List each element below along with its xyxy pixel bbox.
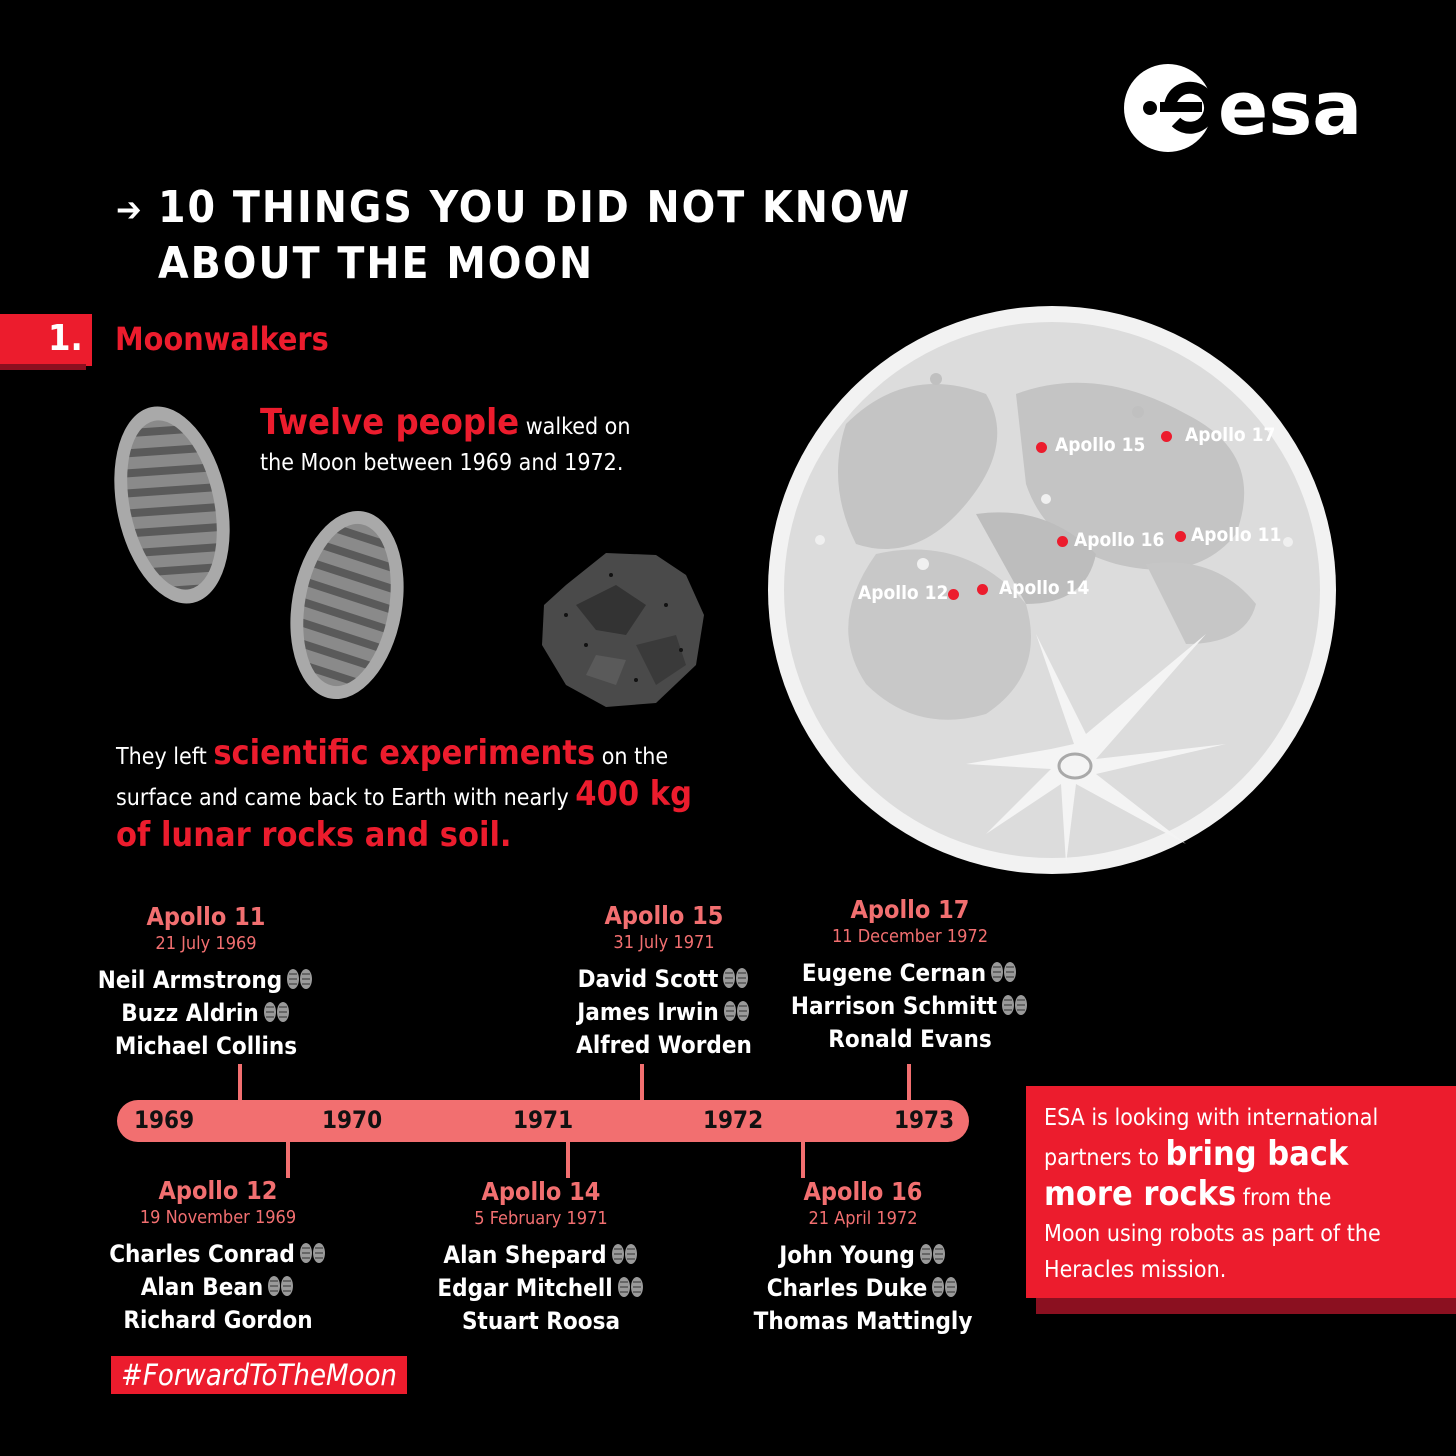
site-dot-apollo-14 (977, 584, 988, 595)
site-label-apollo-11: Apollo 11 (1191, 524, 1282, 546)
crew-name: Alfred Worden (576, 1031, 752, 1059)
crew-member (76, 997, 336, 1030)
year-1970: 1970 (322, 1106, 383, 1134)
mission-name: Apollo 15 (604, 901, 724, 930)
boots-icon (615, 1275, 645, 1299)
crew-member (411, 1239, 671, 1272)
site-dot-apollo-16 (1057, 536, 1068, 547)
crew-member (780, 957, 1040, 990)
tick-apollo-17 (907, 1064, 911, 1102)
para-part-1: They left (116, 744, 207, 770)
mission-name: Apollo 11 (146, 902, 266, 931)
logo-text: esa (1218, 66, 1363, 152)
experiments-paragraph (116, 735, 716, 858)
crew-name: Alan Shepard (443, 1241, 607, 1269)
esa-highlight-1: bring back (1165, 1134, 1349, 1174)
esa-info-text (1044, 1100, 1444, 1288)
crew-name: Eugene Cernan (801, 959, 987, 987)
boots-icon (609, 1242, 639, 1266)
tick-apollo-12 (286, 1140, 290, 1178)
site-dot-apollo-12 (948, 589, 959, 600)
crew-name: Neil Armstrong (97, 966, 283, 994)
boots-icon (720, 966, 750, 990)
crew-member (780, 1023, 1040, 1056)
crew-name: Alan Bean (140, 1273, 264, 1301)
page-title (158, 180, 911, 292)
crew-name: John Young (779, 1241, 915, 1269)
para-part-3: surface and came back to Earth with nearly (116, 785, 569, 811)
mission-date: 11 December 1972 (831, 926, 989, 947)
crew-member (88, 1271, 348, 1304)
tick-apollo-14 (566, 1140, 570, 1178)
crew-member (733, 1239, 993, 1272)
crew-member (733, 1305, 993, 1338)
mission-apollo-17 (780, 895, 1040, 1056)
crew-name: Richard Gordon (123, 1306, 313, 1334)
crew-member (76, 964, 336, 997)
para-highlight-3: of lunar rocks and soil. (116, 815, 512, 855)
crew-member (88, 1304, 348, 1337)
crew-name: Charles Duke (766, 1274, 928, 1302)
boots-icon (265, 1274, 295, 1298)
mission-name: Apollo 17 (850, 895, 970, 924)
boots-icon (988, 960, 1018, 984)
site-label-apollo-14: Apollo 14 (999, 577, 1090, 599)
site-dot-apollo-17 (1161, 431, 1172, 442)
year-1973: 1973 (894, 1106, 955, 1134)
crew-name: Thomas Mattingly (753, 1307, 973, 1335)
crew-member (780, 990, 1040, 1023)
crew-name: Charles Conrad (109, 1240, 295, 1268)
title-arrow-icon: ➔ (116, 190, 142, 230)
esa-logo (1120, 62, 1380, 162)
site-label-apollo-17: Apollo 17 (1185, 424, 1276, 446)
boots-icon (297, 1241, 327, 1265)
crew-member (411, 1272, 671, 1305)
crew-member (534, 1029, 794, 1062)
mission-date: 31 July 1971 (613, 932, 715, 953)
crew-member (411, 1305, 671, 1338)
boots-icon (929, 1275, 959, 1299)
tick-apollo-11 (238, 1064, 242, 1102)
year-1971: 1971 (513, 1106, 574, 1134)
crew-name: Stuart Roosa (461, 1307, 621, 1335)
intro-rest-2: the Moon between 1969 and 1972. (260, 450, 624, 476)
mission-date: 21 July 1969 (155, 933, 257, 954)
mission-date: 21 April 1972 (808, 1208, 918, 1229)
mission-date: 19 November 1969 (139, 1207, 297, 1228)
lunar-rock-icon (536, 545, 708, 713)
mission-name: Apollo 16 (803, 1177, 923, 1206)
mission-apollo-16 (733, 1177, 993, 1338)
title-line-2: ABOUT THE MOON (158, 238, 595, 289)
hashtag-badge[interactable]: #ForwardToTheMoon (111, 1356, 407, 1394)
site-dot-apollo-15 (1036, 442, 1047, 453)
boots-icon (284, 967, 314, 991)
year-1972: 1972 (703, 1106, 764, 1134)
mission-apollo-11 (76, 902, 336, 1063)
mission-apollo-14 (411, 1177, 671, 1338)
intro-text (260, 402, 680, 481)
intro-rest-1: walked on (525, 414, 631, 440)
para-part-2: on the (601, 744, 669, 770)
site-label-apollo-16: Apollo 16 (1074, 529, 1165, 551)
intro-highlight: Twelve people (260, 402, 520, 443)
esa-part-2: partners to (1044, 1145, 1159, 1171)
crew-member (76, 1030, 336, 1063)
mission-apollo-15 (534, 901, 794, 1062)
esa-part-4: Moon using robots as part of the (1044, 1221, 1381, 1247)
site-dot-apollo-11 (1175, 531, 1186, 542)
boots-icon (999, 993, 1029, 1017)
para-highlight-1: scientific experiments (213, 733, 596, 773)
crew-member (88, 1238, 348, 1271)
title-line-1: 10 THINGS YOU DID NOT KNOW (158, 182, 912, 233)
para-highlight-2: 400 kg (575, 774, 693, 814)
crew-name: Harrison Schmitt (790, 992, 998, 1020)
mission-date: 5 February 1971 (474, 1208, 608, 1229)
crew-member (534, 996, 794, 1029)
esa-part-3: from the (1242, 1185, 1332, 1211)
boots-icon (721, 999, 751, 1023)
tick-apollo-15 (640, 1064, 644, 1102)
crew-name: Edgar Mitchell (437, 1274, 613, 1302)
mission-apollo-12 (88, 1176, 348, 1337)
crew-name: James Irwin (577, 998, 719, 1026)
section-number: 1. (48, 318, 83, 359)
year-1969: 1969 (134, 1106, 195, 1134)
mission-name: Apollo 12 (158, 1176, 278, 1205)
site-label-apollo-15: Apollo 15 (1055, 434, 1146, 456)
crew-name: Ronald Evans (828, 1025, 992, 1053)
boots-icon (917, 1242, 947, 1266)
esa-highlight-2: more rocks (1044, 1174, 1237, 1214)
crew-name: David Scott (577, 965, 719, 993)
site-label-apollo-12: Apollo 12 (858, 582, 949, 604)
crew-name: Buzz Aldrin (121, 999, 259, 1027)
crew-name: Michael Collins (114, 1032, 298, 1060)
crew-member (733, 1272, 993, 1305)
section-title: Moonwalkers (115, 320, 329, 358)
esa-part-1: ESA is looking with international (1044, 1105, 1379, 1131)
esa-part-5: Heracles mission. (1044, 1257, 1227, 1283)
section-number-shadow (0, 364, 86, 370)
crew-member (534, 963, 794, 996)
boots-icon (261, 1000, 291, 1024)
tick-apollo-16 (801, 1140, 805, 1178)
mission-name: Apollo 14 (481, 1177, 601, 1206)
